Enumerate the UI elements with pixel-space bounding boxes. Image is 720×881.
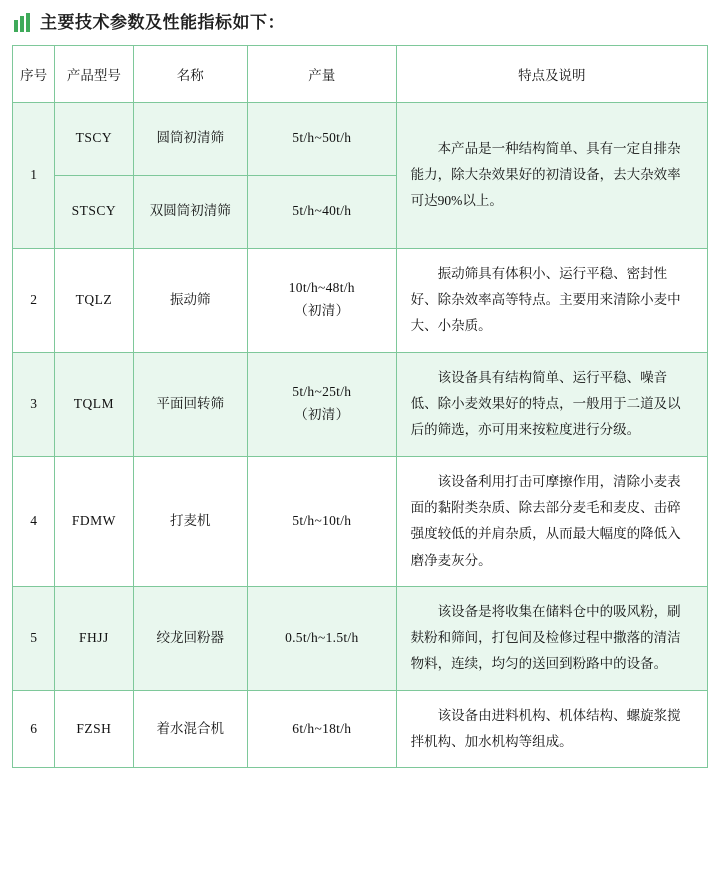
cell-model: TQLZ xyxy=(55,248,133,352)
cell-capacity-value: 10t/h~48t/h xyxy=(288,280,355,296)
cell-name: 振动筛 xyxy=(133,248,247,352)
cell-capacity: 5t/h~40t/h xyxy=(247,175,396,248)
cell-capacity xyxy=(247,352,396,456)
column-header-no: 序号 xyxy=(13,45,55,102)
cell-description: 该设备具有结构简单、运行平稳、噪音低、除小麦效果好的特点，一般用于二道及以后的筛选，亦可用来按粒度进行分级。 xyxy=(396,352,707,456)
cell-model: TSCY xyxy=(55,102,133,175)
table-row xyxy=(13,586,708,690)
cell-no: 2 xyxy=(13,248,55,352)
table-body xyxy=(13,102,708,768)
column-header-capacity: 产量 xyxy=(247,45,396,102)
table-header xyxy=(13,45,708,102)
cell-description: 该设备由进料机构、机体结构、螺旋浆搅拌机构、加水机构等组成。 xyxy=(396,690,707,768)
cell-capacity-note: （初清） xyxy=(294,407,350,423)
cell-description: 该设备是将收集在储料仓中的吸风粉，刷麸粉和筛间，打包间及检修过程中撒落的清洁物料，连续，均匀的送回到粉路中的设备。 xyxy=(396,586,707,690)
cell-capacity-note: （初清） xyxy=(294,303,350,319)
bars-icon xyxy=(14,14,32,32)
cell-model: STSCY xyxy=(55,175,133,248)
cell-name: 着水混合机 xyxy=(133,690,247,768)
cell-name: 打麦机 xyxy=(133,456,247,586)
column-header-name: 名称 xyxy=(133,45,247,102)
cell-model: FDMW xyxy=(55,456,133,586)
cell-model: TQLM xyxy=(55,352,133,456)
page-title xyxy=(0,0,720,45)
cell-description: 振动筛具有体积小、运行平稳、密封性好、除杂效率高等特点。主要用来清除小麦中大、小杂质。 xyxy=(396,248,707,352)
cell-description: 该设备利用打击可摩擦作用，清除小麦表面的黏附类杂质、除去部分麦毛和麦皮、击碎强度较低的并肩杂质，从而最大幅度的降低入磨净麦灰分。 xyxy=(396,456,707,586)
cell-no: 3 xyxy=(13,352,55,456)
cell-name: 双圆筒初清筛 xyxy=(133,175,247,248)
column-header-desc: 特点及说明 xyxy=(396,45,707,102)
cell-no: 1 xyxy=(13,102,55,248)
cell-model: FZSH xyxy=(55,690,133,768)
cell-capacity: 5t/h~50t/h xyxy=(247,102,396,175)
cell-capacity-value: 5t/h~25t/h xyxy=(292,384,352,400)
table-row xyxy=(13,352,708,456)
cell-name: 圆筒初清筛 xyxy=(133,102,247,175)
cell-no: 6 xyxy=(13,690,55,768)
column-header-model: 产品型号 xyxy=(55,45,133,102)
cell-no: 5 xyxy=(13,586,55,690)
cell-capacity xyxy=(247,248,396,352)
cell-description: 本产品是一种结构简单、具有一定自排杂能力，除大杂效果好的初清设备，去大杂效率可达90%以上。 xyxy=(396,102,707,248)
table-row xyxy=(13,456,708,586)
cell-capacity: 0.5t/h~1.5t/h xyxy=(247,586,396,690)
page-title-text: 主要技术参数及性能指标如下： xyxy=(40,13,285,33)
cell-no: 4 xyxy=(13,456,55,586)
cell-capacity: 5t/h~10t/h xyxy=(247,456,396,586)
cell-name: 绞龙回粉器 xyxy=(133,586,247,690)
cell-capacity: 6t/h~18t/h xyxy=(247,690,396,768)
table-header-row xyxy=(13,45,708,102)
table-row xyxy=(13,248,708,352)
cell-model: FHJJ xyxy=(55,586,133,690)
spec-table-container xyxy=(0,45,720,769)
table-row xyxy=(13,102,708,175)
cell-name: 平面回转筛 xyxy=(133,352,247,456)
spec-table xyxy=(12,45,708,769)
table-row xyxy=(13,690,708,768)
